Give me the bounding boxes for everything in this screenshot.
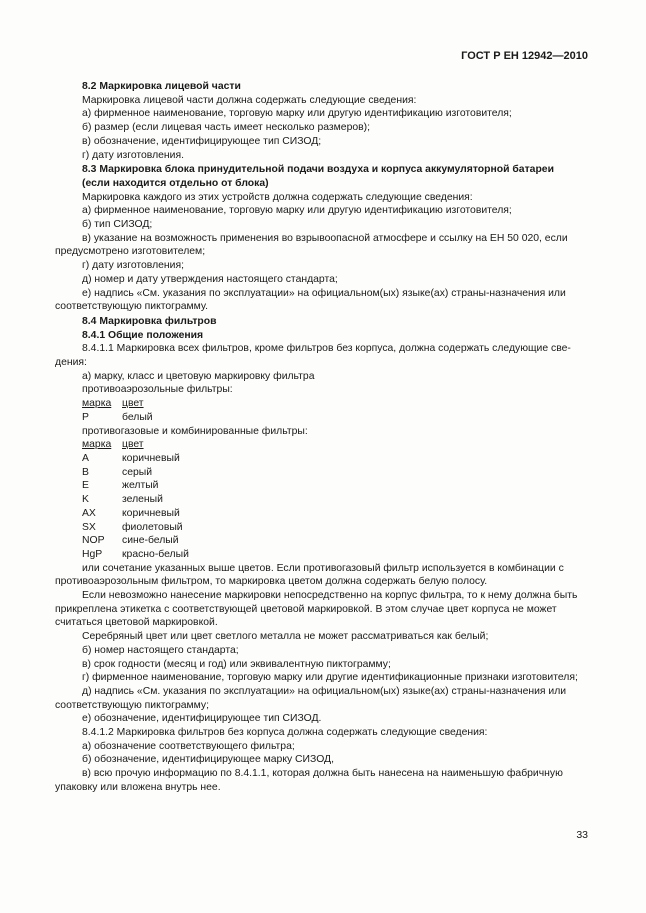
mark-cell: E	[82, 480, 89, 492]
s8412-item-c-line2: упаковку или вложена внутрь нее.	[55, 781, 221, 793]
s841-item-e-line2: соответствующую пиктограмму;	[55, 699, 210, 711]
s83-intro: Маркировка каждого из этих устройств должна содержать следующие сведения:	[82, 191, 473, 203]
s841-item-b: б) номер настоящего стандарта;	[82, 644, 239, 656]
s841-item-a: а) марку, класс и цветовую маркировку фильтра	[82, 370, 315, 382]
s841-item-c: в) срок годности (месяц и год) или эквивалентную пиктограмму;	[82, 658, 391, 670]
s82-intro: Маркировка лицевой части должна содержать следующие сведения:	[82, 94, 417, 106]
s83-item-c-line2: предусмотрено изготовителем;	[55, 246, 206, 258]
color-cell: фиолетовый	[122, 521, 183, 533]
s841-p1-line2: дения:	[55, 357, 87, 369]
mark-cell: P	[82, 411, 89, 423]
mark-cell: B	[82, 466, 89, 478]
table-row	[55, 466, 588, 480]
s83-item-f-line2: соответствующую пиктограмму.	[55, 301, 208, 313]
gas-filters-label: противогазовые и комбинированные фильтры:	[82, 425, 308, 437]
s83-item-a: а) фирменное наименование, торговую марку или другую идентификацию изготовителя;	[82, 205, 512, 217]
s82-item-d: г) дату изготовления.	[82, 149, 184, 161]
s841-item-e-line1: д) надпись «См. указания по эксплуатации» на официальном(ых) языке(ах) страны-назначения или	[82, 685, 567, 697]
document-body	[55, 80, 588, 795]
section-8-3-heading-line1: 8.3 Маркировка блока принудительной подачи воздуха и корпуса аккумуляторной батареи	[82, 164, 554, 176]
gas-table-header	[55, 438, 588, 452]
table-row	[55, 548, 588, 562]
s841-item-d: г) фирменное наименование, торговую марку или другие идентификационные признаки изготовителя;	[82, 672, 578, 684]
table-row	[55, 479, 588, 493]
s83-item-f-line1: е) надпись «См. указания по эксплуатации» на официальном(ых) языке(ах) страны-назначения или	[82, 287, 566, 299]
table-row	[55, 452, 588, 466]
document-code: ГОСТ Р ЕН 12942—2010	[461, 50, 588, 62]
s8412-item-b: б) обозначение, идентифицирующее марку СИЗОД,	[82, 754, 334, 766]
color-cell: серый	[122, 466, 153, 478]
table-row	[55, 521, 588, 535]
table-row	[55, 411, 588, 425]
mark-cell: A	[82, 452, 89, 464]
color-cell: красно-белый	[122, 548, 189, 560]
label-para-line3: считаться цветовой маркировкой.	[55, 617, 218, 629]
col-mark: марка	[82, 439, 112, 451]
col-color: цвет	[122, 398, 144, 410]
s82-item-c: в) обозначение, идентифицирующее тип СИЗОД;	[82, 135, 322, 147]
s83-item-d: г) дату изготовления;	[82, 260, 184, 272]
table-row	[55, 534, 588, 548]
s82-item-a: а) фирменное наименование, торговую марку или другую идентификацию изготовителя;	[82, 108, 512, 120]
s83-item-c-line1: в) указание на возможность применения во взрывоопасной атмосфере и ссылку на ЕН 50 020, если	[82, 232, 568, 244]
color-cell: зеленый	[122, 494, 163, 506]
color-cell: коричневый	[122, 507, 180, 519]
section-8-4-1-heading: 8.4.1 Общие положения	[82, 329, 204, 341]
s83-item-b: б) тип СИЗОД;	[82, 219, 153, 231]
table-row	[55, 493, 588, 507]
s8412-item-a: а) обозначение соответствующего фильтра;	[82, 740, 295, 752]
aerosol-table-header	[55, 397, 588, 411]
color-cell: желтый	[122, 480, 159, 492]
label-para-line1: Если невозможно нанесение маркировки непосредственно на корпус фильтра, то к нему должна быть	[82, 590, 578, 602]
s841-p1-line1: 8.4.1.1 Маркировка всех фильтров, кроме фильтров без корпуса, должна содержать следующие све-	[82, 343, 571, 355]
mark-cell: SX	[82, 521, 96, 533]
color-cell: коричневый	[122, 452, 180, 464]
mark-cell: K	[82, 494, 89, 506]
combo-line2: противоаэрозольным фильтром, то маркировка цветом должна содержать белую полосу.	[55, 576, 488, 588]
page-number: 33	[576, 829, 588, 841]
col-color: цвет	[122, 439, 144, 451]
color-cell: белый	[122, 411, 153, 423]
col-mark: марка	[82, 398, 112, 410]
mark-cell: NOP	[82, 535, 105, 547]
s8412-intro: 8.4.1.2 Маркировка фильтров без корпуса должна содержать следующие сведения:	[82, 727, 488, 739]
table-row	[55, 507, 588, 521]
aerosol-filters-label: противоаэрозольные фильтры:	[82, 384, 233, 396]
section-8-4-heading: 8.4 Маркировка фильтров	[82, 315, 217, 327]
s841-item-f: е) обозначение, идентифицирующее тип СИЗОД.	[82, 713, 322, 725]
mark-cell: HgP	[82, 548, 103, 560]
label-para-line2: прикреплена этикетка с соответствующей цветовой маркировкой. В этом случае цвет корпуса не может	[55, 603, 557, 615]
s82-item-b: б) размер (если лицевая часть имеет несколько размеров);	[82, 122, 370, 134]
mark-cell: AX	[82, 507, 96, 519]
section-8-2-heading: 8.2 Маркировка лицевой части	[82, 81, 241, 92]
combo-line1: или сочетание указанных выше цветов. Если противогазовый фильтр используется в комбинации с	[82, 562, 564, 574]
s83-item-e: д) номер и дату утверждения настоящего стандарта;	[82, 273, 338, 285]
s8412-item-c-line1: в) всю прочую информацию по 8.4.1.1, которая должна быть нанесена на наименьшую фабричную	[82, 768, 563, 780]
color-cell: сине-белый	[122, 535, 179, 547]
section-8-3-heading-line2: (если находится отдельно от блока)	[82, 177, 269, 189]
silver-note: Серебряный цвет или цвет светлого металла не может рассматриваться как белый;	[82, 631, 489, 643]
